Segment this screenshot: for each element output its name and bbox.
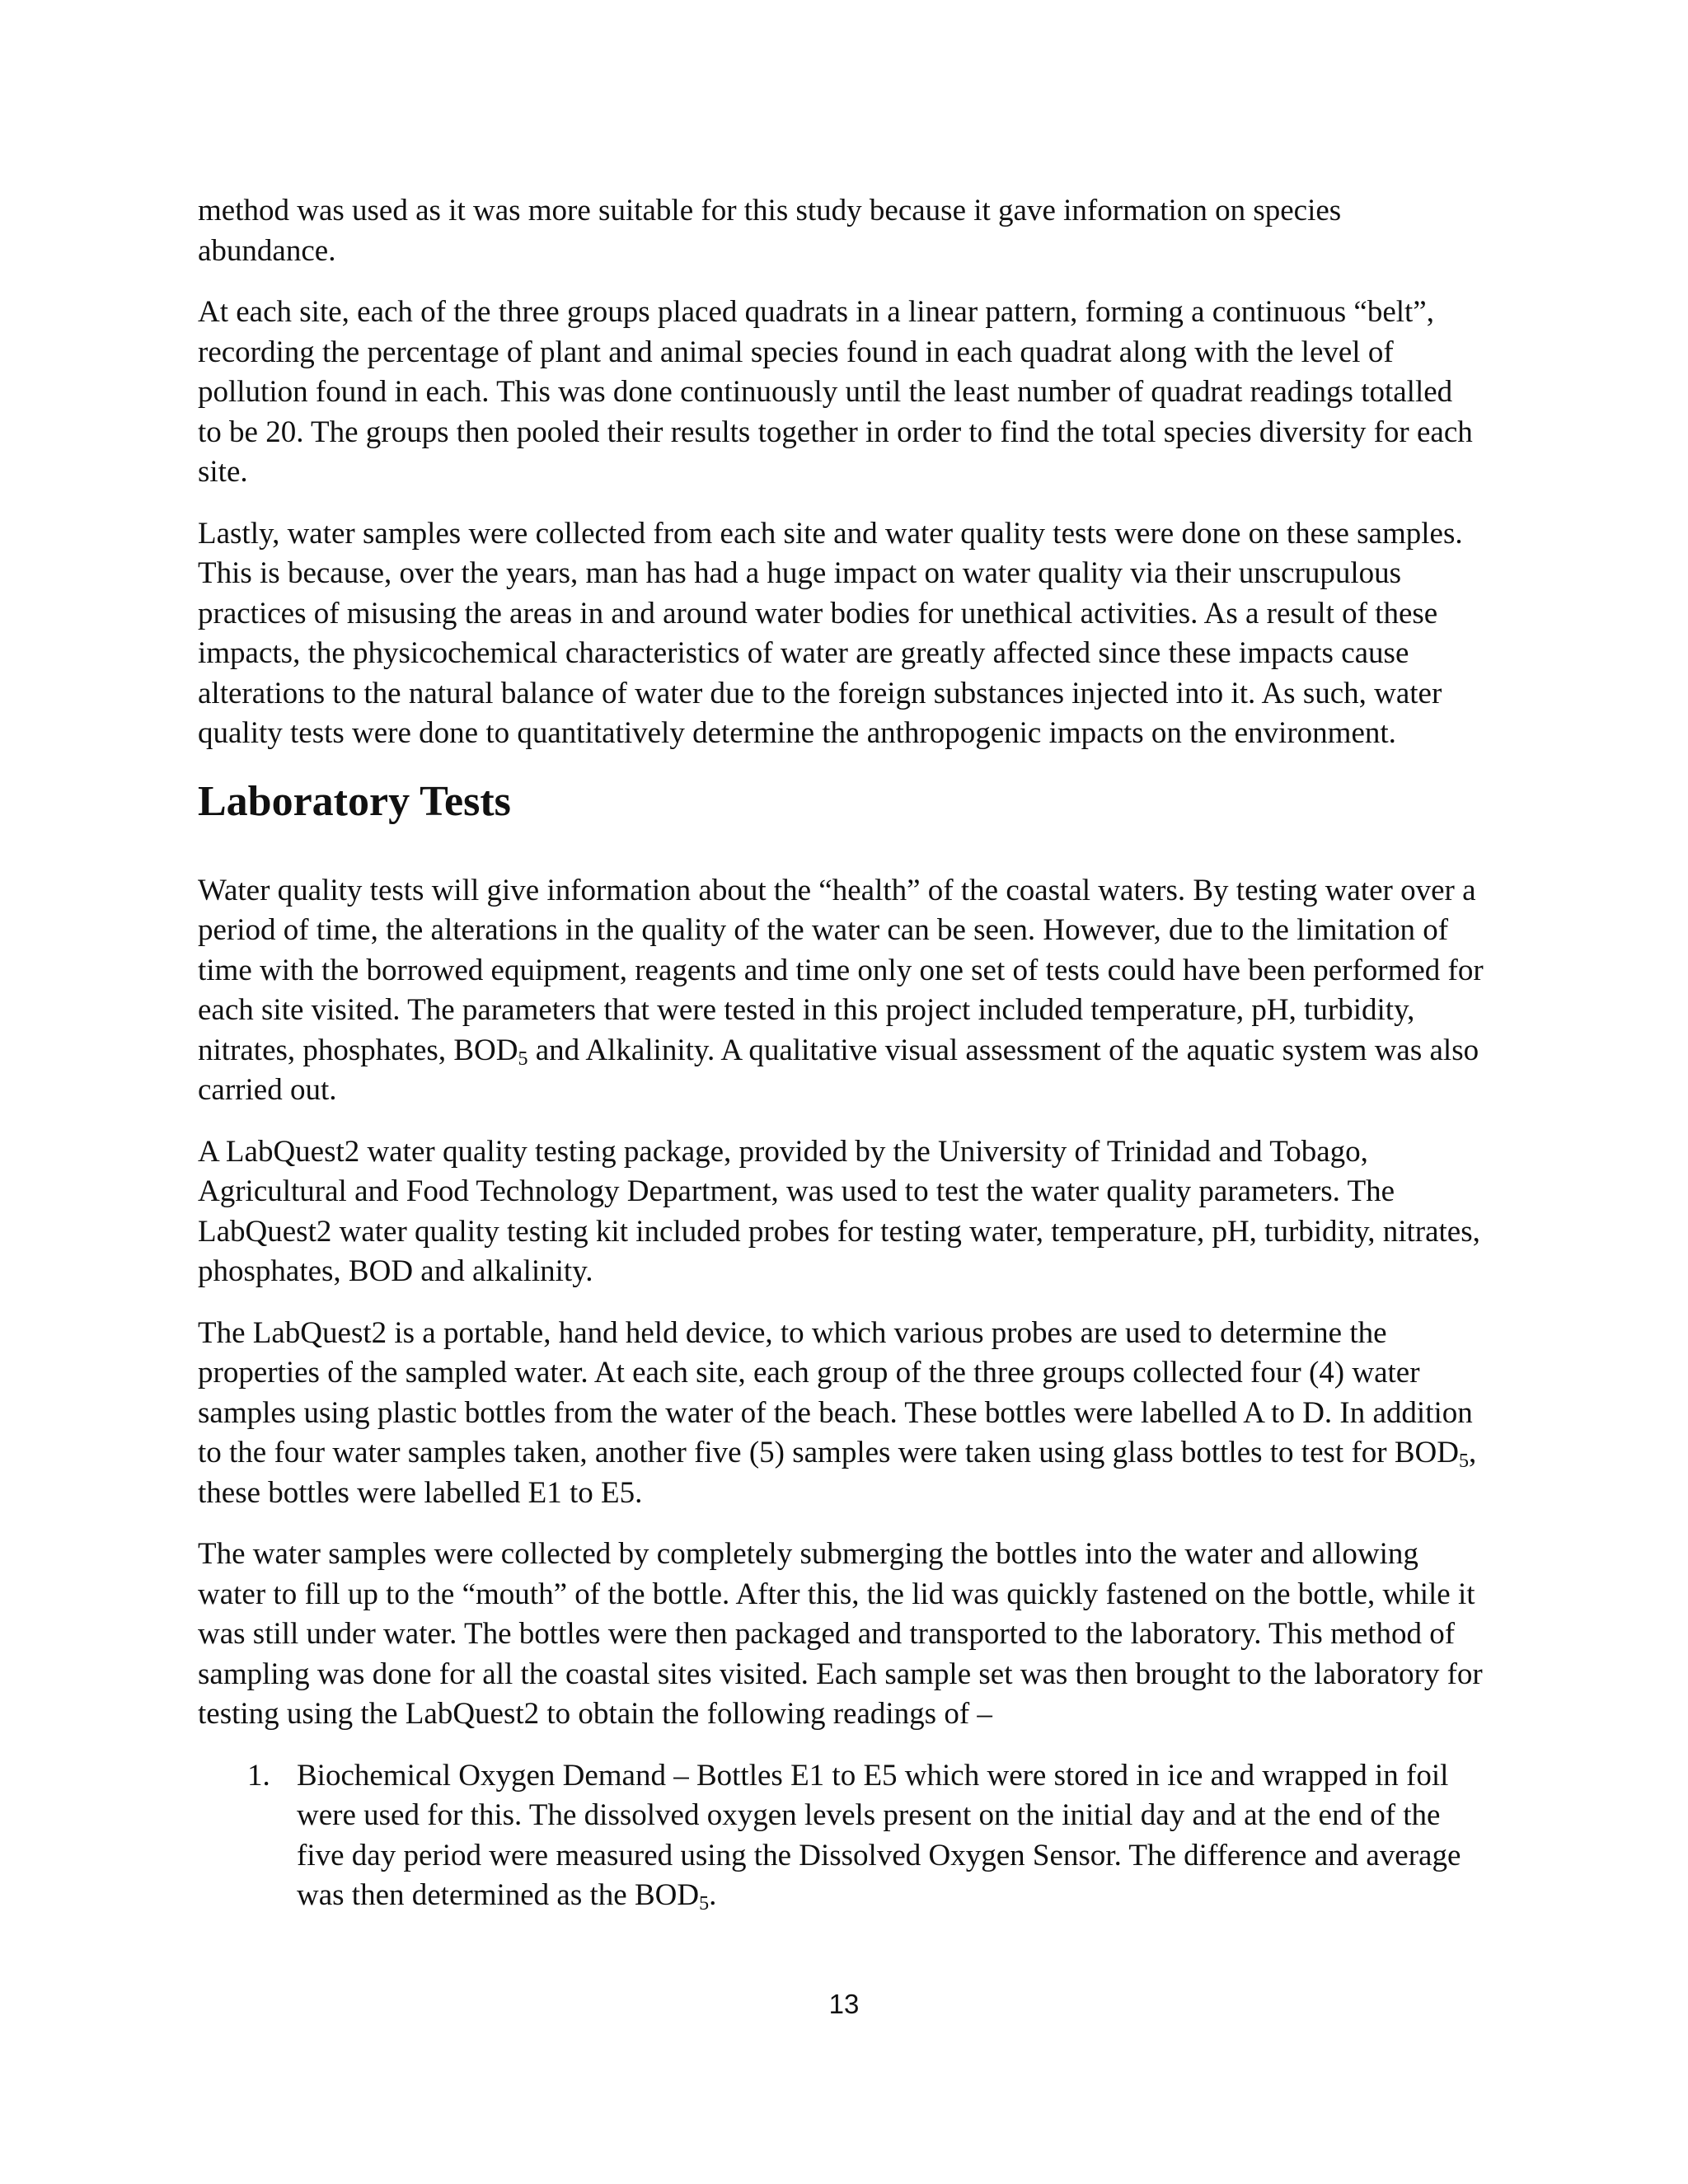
subscript: 5 bbox=[699, 1893, 710, 1915]
text-run: and Alkalinity. A qualitative visual assessment of the aquatic system was also carried out. bbox=[198, 1033, 1479, 1107]
paragraph-method: method was used as it was more suitable for this study because it gave information on species abundance. bbox=[198, 194, 1342, 268]
paragraph-water-samples: Lastly, water samples were collected from each site and water quality tests were done on these samples. This is because, over the years, man has had a huge impact on water quality via their unscrupulous practices of misusing the areas in and around water bodies for unethical activities. As a result of these impacts, the physicochemical characteristics of water are greatly affected since these impacts cause alterations to the natural balance of water due to the foreign substances injected into it. As such, water quality tests were done to quantitatively determine the anthropogenic impacts on the environment. bbox=[198, 516, 1463, 750]
subscript: 5 bbox=[1458, 1451, 1469, 1472]
text-run: . bbox=[709, 1878, 717, 1912]
section-heading: Laboratory Tests bbox=[198, 777, 511, 825]
subscript: 5 bbox=[518, 1047, 528, 1070]
paragraph-sampling-method: The water samples were collected by completely submerging the bottles into the water and allowing water to fill up to the “mouth” of the bottle. After this, the lid was quickly fastened on the bottle, while it was still under water. The bottles were then packaged and transported to the laboratory. This method of sampling was done for all the coastal sites visited. Each sample set was then brought to the laboratory for testing using the LabQuest2 to obtain the following readings of – bbox=[198, 1537, 1483, 1731]
paragraph-labquest-device bbox=[198, 1314, 1484, 1514]
paragraph-quadrats: At each site, each of the three groups placed quadrats in a linear pattern, forming a continuous “belt”, recording the percentage of plant and animal species found in each quadrat along with the level of pollution found in each. This was done continuously until the least number of quadrat readings totalled to be 20. The groups then pooled their results together in order to find the total species diversity for each site. bbox=[198, 295, 1473, 489]
list-item bbox=[198, 1756, 1484, 1916]
document-body bbox=[198, 191, 1484, 1916]
text-run: , these bottles were labelled E1 to E5. bbox=[198, 1436, 1477, 1510]
list-number: 1. bbox=[247, 1758, 270, 1793]
text-run: Biochemical Oxygen Demand – Bottles E1 to E5 which were stored in ice and wrapped in foil were used for this. The dissolved oxygen levels present on the initial day and at the end of the five day period were measured using the Dissolved Oxygen Sensor. The difference and average was then determined as the BOD bbox=[297, 1758, 1461, 1912]
text-run: The LabQuest2 is a portable, hand held device, to which various probes are used to determine the properties of the sampled water. At each site, each group of the three groups collected four (4) water samples using plastic bottles from the water of the beach. These bottles were labelled A to D. In addition to the four water samples taken, another five (5) samples were taken using glass bottles to test for BOD bbox=[198, 1315, 1473, 1469]
page-number: 13 bbox=[828, 1989, 860, 2019]
paragraph-labquest-package: A LabQuest2 water quality testing package, provided by the University of Trinidad and Tobago, Agricultural and Food Technology Department, was used to test the water quality parameters. The LabQuest2 water quality testing kit included probes for testing water, temperature, pH, turbidity, nitrates, phosphates, BOD and alkalinity. bbox=[198, 1134, 1480, 1288]
paragraph-water-quality bbox=[198, 871, 1484, 1111]
text-run: Water quality tests will give information about the “health” of the coastal waters. By testing water over a period of time, the alterations in the quality of the water can be seen. However, due to the limitation of time with the borrowed equipment, reagents and time only one set of tests could have been performed for each site visited. The parameters that were tested in this project included temperature, pH, turbidity, nitrates, phosphates, BOD bbox=[198, 873, 1484, 1067]
readings-list bbox=[198, 1756, 1484, 1916]
